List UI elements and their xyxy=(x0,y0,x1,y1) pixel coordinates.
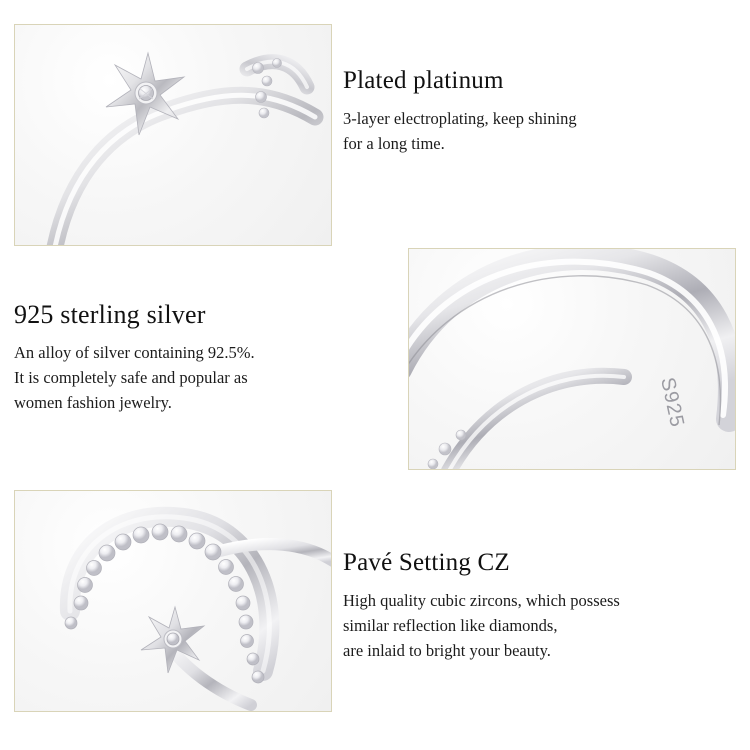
feature-image-pave-setting xyxy=(14,490,332,712)
feature-title-pave-setting: Pavé Setting CZ xyxy=(343,549,510,576)
feature-body-sterling-silver xyxy=(14,340,394,415)
feature-body-line: 3-layer electroplating, keep shining xyxy=(343,109,577,128)
ring-photo-2 xyxy=(409,249,735,469)
feature-text-plated-platinum xyxy=(343,66,743,156)
feature-body-line: similar reflection like diamonds, xyxy=(343,616,558,635)
ring-illustration-star xyxy=(15,25,332,246)
ring-photo-1 xyxy=(15,25,331,245)
svg-text:S925: S925 xyxy=(656,375,689,430)
feature-image-sterling-silver xyxy=(408,248,736,470)
silver-stamp-text xyxy=(656,375,688,429)
feature-body-line: High quality cubic zircons, which possess xyxy=(343,591,620,610)
ring-illustration-crescent-pave xyxy=(15,491,332,712)
feature-body-line: for a long time. xyxy=(343,134,445,153)
feature-image-plated-platinum xyxy=(14,24,332,246)
feature-body-pave-setting xyxy=(343,588,743,663)
feature-body-line: An alloy of silver containing 92.5%. xyxy=(14,343,255,362)
feature-title-sterling-silver: 925 sterling silver xyxy=(14,300,206,329)
feature-body-line: It is completely safe and popular as xyxy=(14,368,248,387)
feature-title-plated-platinum: Plated platinum xyxy=(343,67,504,94)
feature-text-sterling-silver xyxy=(14,300,394,415)
ring-illustration-band-stamp xyxy=(409,249,736,470)
feature-body-line: are inlaid to bright your beauty. xyxy=(343,641,551,660)
ring-photo-3 xyxy=(15,491,331,711)
feature-body-plated-platinum xyxy=(343,106,743,156)
feature-text-pave-setting xyxy=(343,548,743,663)
feature-body-line: women fashion jewelry. xyxy=(14,393,172,412)
